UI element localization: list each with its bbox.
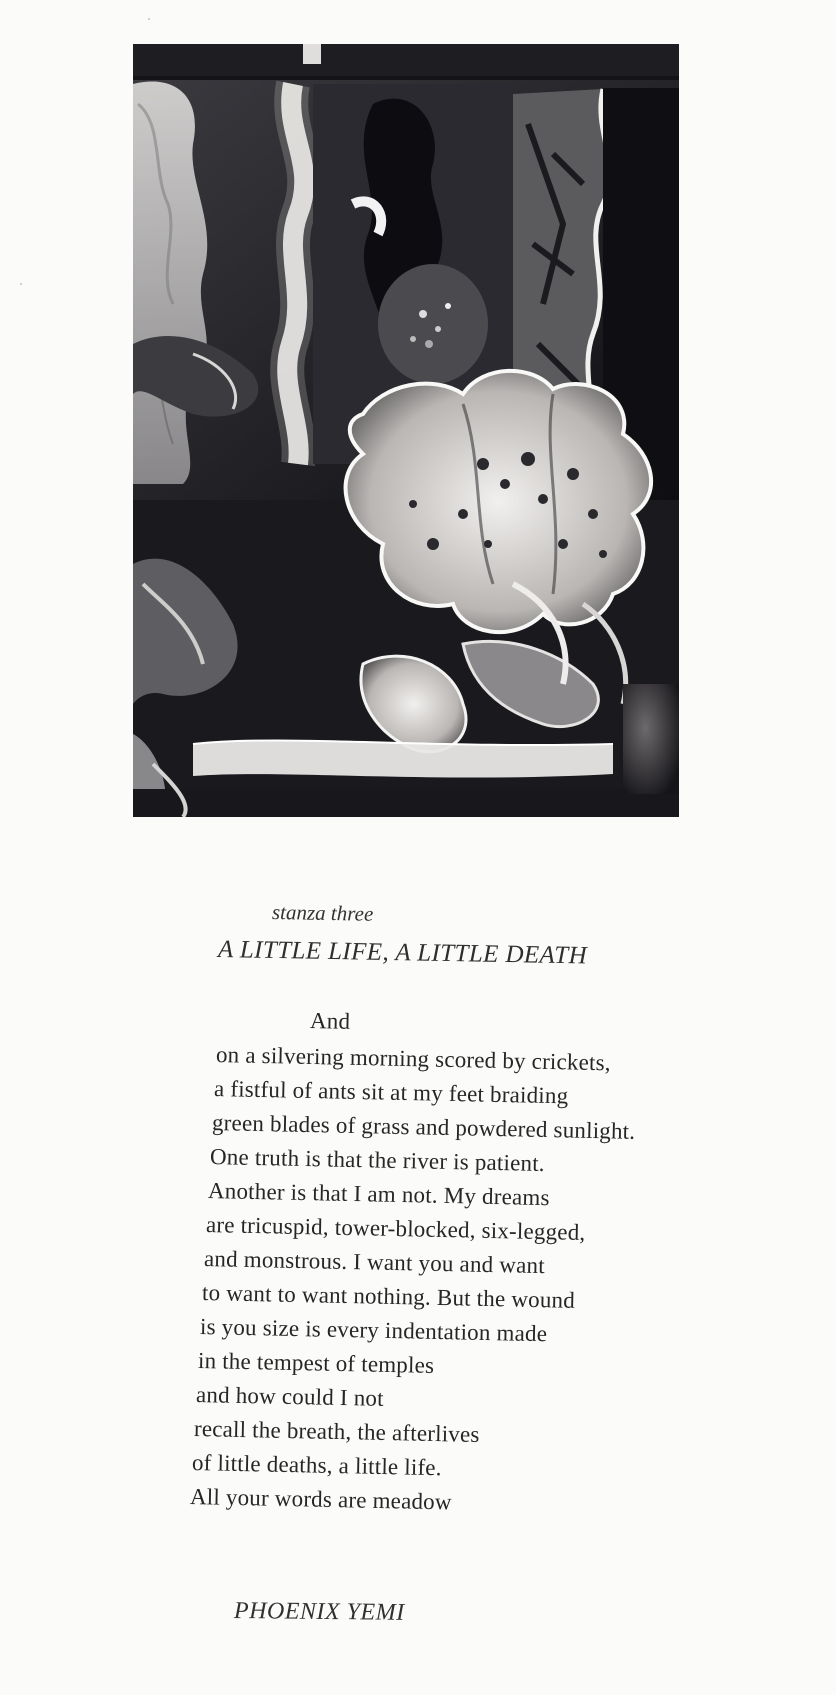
poem-line: Another is that I am not. My dreams bbox=[207, 1178, 550, 1211]
poem-line: of little deaths, a little life. bbox=[191, 1450, 442, 1481]
poem-line: to want to want nothing. But the wound bbox=[201, 1280, 576, 1313]
poem-line: on a silvering morning scored by crickets, bbox=[215, 1042, 612, 1076]
stanza-label: stanza three bbox=[271, 900, 374, 926]
poem-line: is you size is every indentation made bbox=[199, 1314, 548, 1347]
paper-speck bbox=[148, 18, 150, 20]
poem-line: green blades of grass and powdered sunlight. bbox=[211, 1110, 636, 1144]
author-name: PHOENIX YEMI bbox=[233, 1598, 405, 1626]
poem-line: And bbox=[309, 1008, 351, 1034]
poem-title: A LITTLE LIFE, A LITTLE DEATH bbox=[217, 936, 588, 970]
poem-line: recall the breath, the afterlives bbox=[193, 1416, 480, 1447]
poem-line: All your words are meadow bbox=[189, 1484, 452, 1515]
poem-line: and how could I not bbox=[195, 1382, 385, 1411]
collage-artwork bbox=[133, 44, 679, 817]
collage-image-icon bbox=[133, 44, 679, 817]
poem-line: One truth is that the river is patient. bbox=[209, 1144, 546, 1177]
poem-line: in the tempest of temples bbox=[197, 1348, 435, 1378]
poem-line: and monstrous. I want you and want bbox=[203, 1246, 546, 1279]
poem-line: are tricuspid, tower-blocked, six-legged, bbox=[205, 1212, 586, 1245]
poem-line: a fistful of ants sit at my feet braiding bbox=[213, 1076, 569, 1109]
paper-speck bbox=[20, 283, 22, 285]
